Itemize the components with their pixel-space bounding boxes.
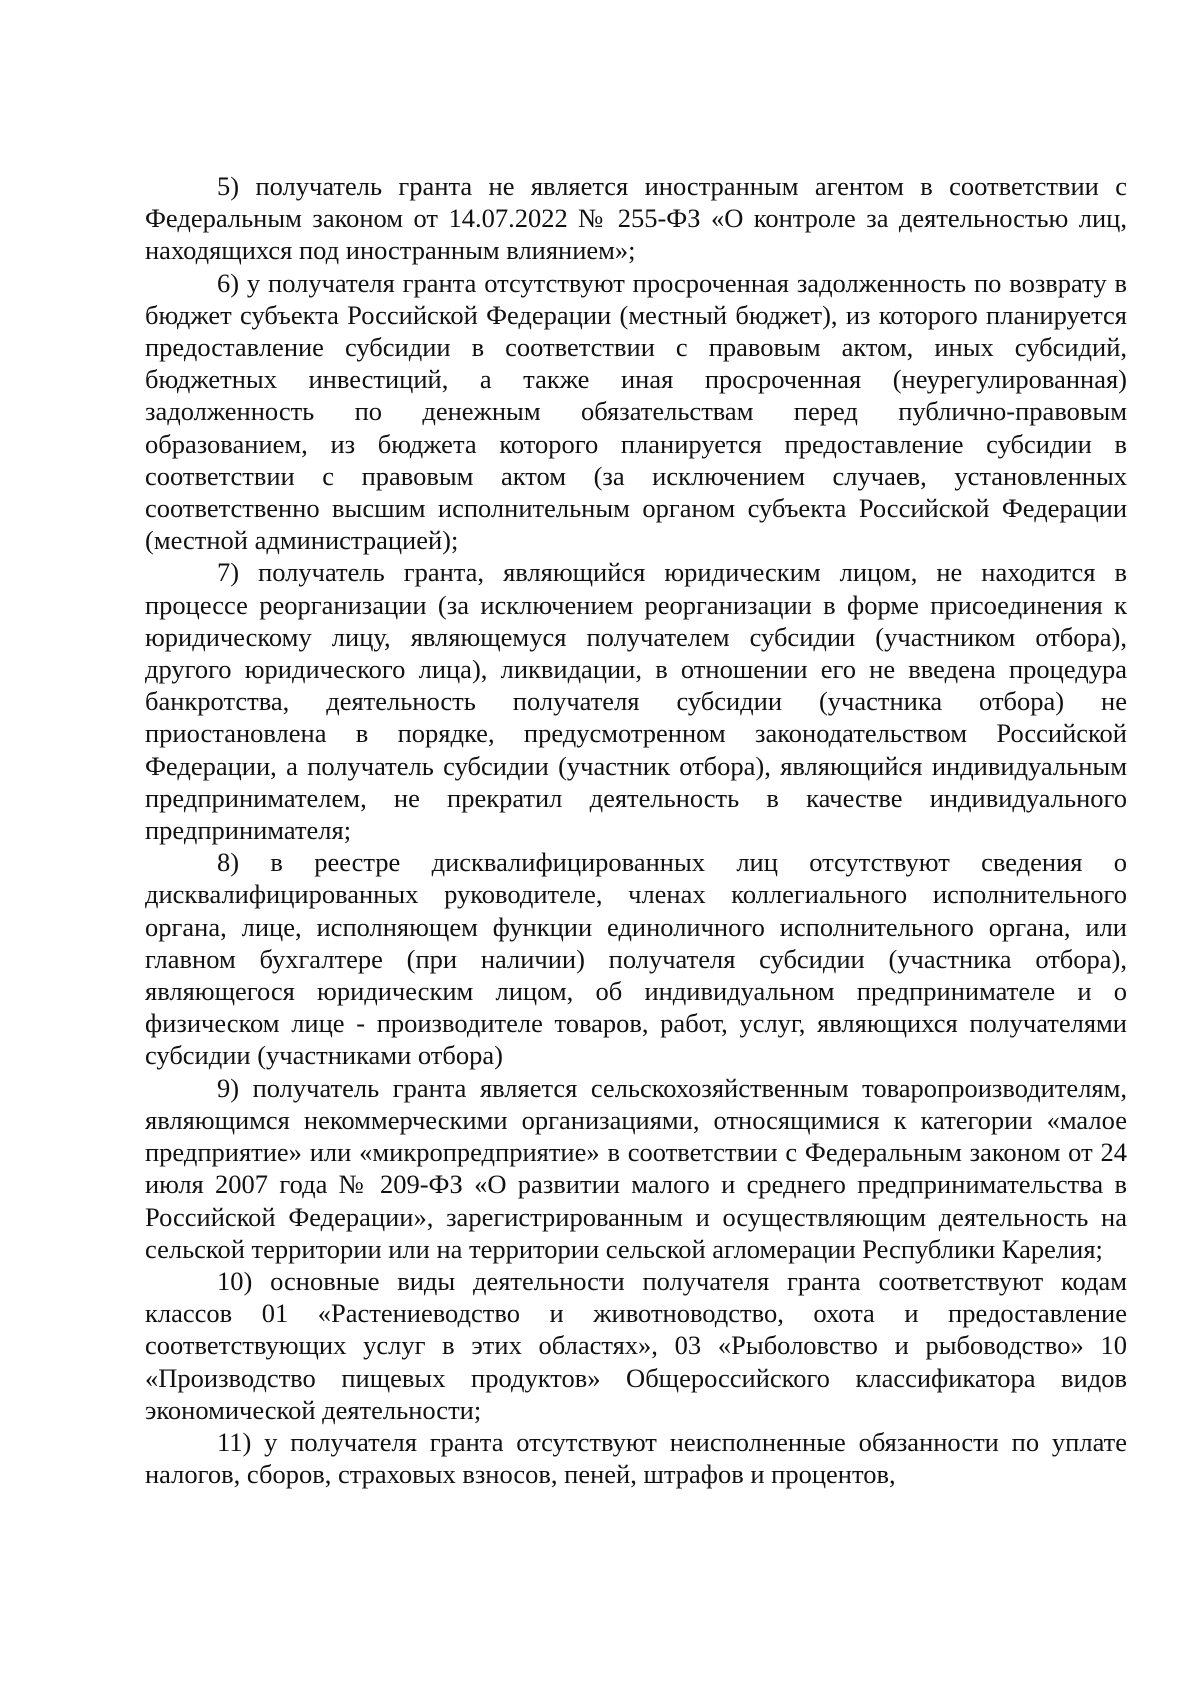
paragraph-item-5: 5) получатель гранта не является иностранным агентом в соответствии с Федеральным законом от 14.07.2022 № 255-ФЗ «О контроле за деятельностью лиц, находящихся под иностранным влиянием»; bbox=[145, 171, 1127, 266]
paragraph-item-6: 6) у получателя гранта отсутствуют просроченная задолженность по возврату в бюджет субъекта Российской Федерации (местный бюджет), из которого планируется предоставление субсидии в соответствии с правовым актом, иных субсидий, бюджетных инвестиций, а также иная просроченная (неурегулированная) задолженность по денежным обязательствам перед публично-правовым образованием, из бюджета которого планируется предоставление субсидии в соответствии с правовым актом (за исключением случаев, установленных соответственно высшим исполнительным органом субъекта Российской Федерации (местной администрацией); bbox=[145, 267, 1127, 556]
paragraph-item-8: 8) в реестре дисквалифицированных лиц отсутствуют сведения о дисквалифицированных руководителе, членах коллегиального исполнительного органа, лице, исполняющем функции единоличного исполнительного органа, или главном бухгалтере (при наличии) получателя субсидии (участника отбора), являющегося юридическим лицом, об индивидуальном предпринимателе и о физическом лице - производителе товаров, работ, услуг, являющихся получателями субсидии (участниками отбора) bbox=[145, 847, 1127, 1071]
document-body bbox=[145, 170, 1127, 1490]
paragraph-item-10: 10) основные виды деятельности получателя гранта соответствуют кодам классов 01 «Растениеводство и животноводство, охота и предоставление соответствующих услуг в этих областях», 03 «Рыболовство и рыбоводство» 10 «Производство пищевых продуктов» Общероссийского классификатора видов экономической деятельности; bbox=[145, 1265, 1127, 1425]
paragraph-item-7: 7) получатель гранта, являющийся юридическим лицом, не находится в процессе реорганизации (за исключением реорганизации в форме присоединения к юридическому лицу, являющемуся получателем субсидии (участником отбора), другого юридического лица), ликвидации, в отношении его не введена процедура банкротства, деятельность получателя субсидии (участника отбора) не приостановлена в порядке, предусмотренном законодательством Российской Федерации, а получатель субсидии (участник отбора), являющийся индивидуальным предпринимателем, не прекратил деятельность в качестве индивидуального предпринимателя; bbox=[145, 557, 1127, 846]
paragraph-item-9: 9) получатель гранта является сельскохозяйственным товаропроизводителям, являющимся некоммерческими организациями, относящимися к категории «малое предприятие» или «микропредприятие» в соответствии с Федеральным законом от 24 июля 2007 года № 209-ФЗ «О развитии малого и среднего предпринимательства в Российской Федерации», зарегистрированным и осуществляющим деятельность на сельской территории или на территории сельской агломерации Республики Карелия; bbox=[145, 1072, 1127, 1264]
paragraph-item-11: 11) у получателя гранта отсутствуют неисполненные обязанности по уплате налогов, сборов, страховых взносов, пеней, штрафов и процентов, bbox=[145, 1426, 1127, 1490]
